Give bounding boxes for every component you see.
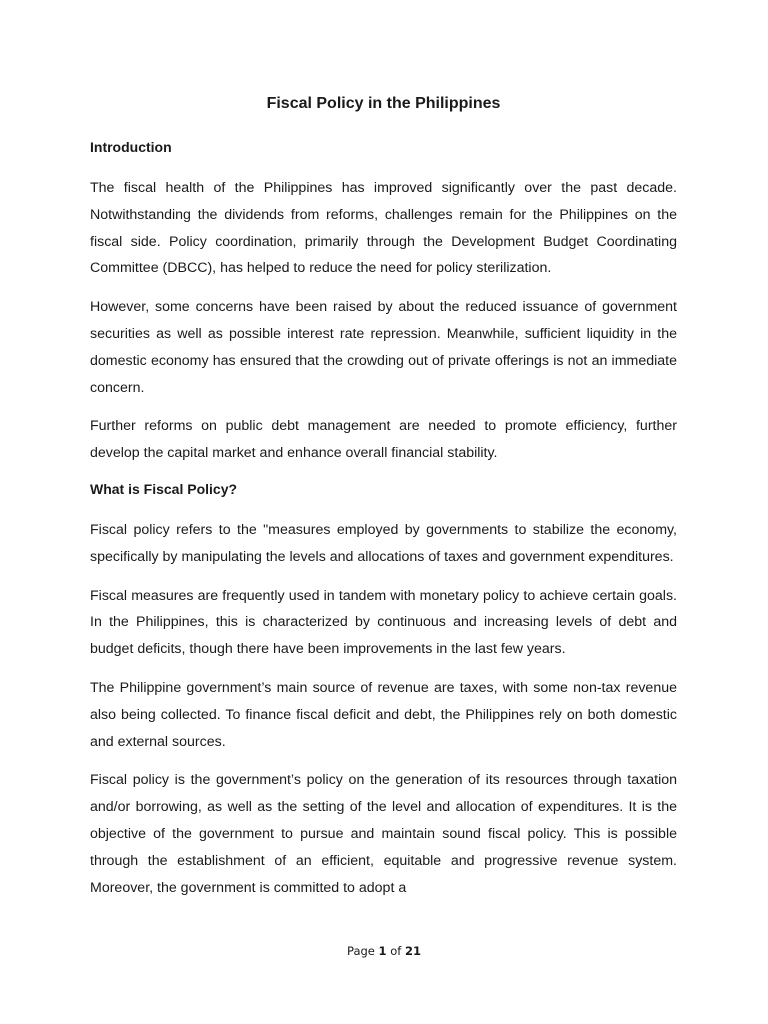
document-body	[90, 93, 677, 901]
section-heading-introduction: Introduction	[90, 139, 172, 155]
paragraph: The fiscal health of the Philippines has improved significantly over the past decade. Notwithstanding the dividends from reforms, challenges remain for the Philippines on the fiscal side. Policy coordination, primarily through the Development Budget Coordinating Committee (DBCC), has helped to reduce the need for policy sterilization.	[90, 180, 677, 277]
paragraph: The Philippine government’s main source of revenue are taxes, with some non-tax revenue also being collected. To finance fiscal deficit and debt, the Philippines rely on both domestic and external sources.	[90, 679, 677, 750]
paragraph: However, some concerns have been raised by about the reduced issuance of government securities as well as possible interest rate repression. Meanwhile, sufficient liquidity in the domestic economy has ensured that the crowding out of private offerings is not an immediate concern.	[90, 299, 677, 396]
document-title: Fiscal Policy in the Philippines	[266, 95, 501, 112]
section-heading-what-is-fiscal-policy: What is Fiscal Policy?	[90, 480, 238, 497]
page-word: Page	[347, 944, 375, 958]
current-page-number: 1	[378, 944, 387, 958]
of-word: of	[390, 944, 402, 958]
paragraph: Further reforms on public debt management are needed to promote efficiency, further develop the capital market and enhance overall financial stability.	[90, 418, 677, 462]
paragraph: Fiscal measures are frequently used in tandem with monetary policy to achieve certain goals. In the Philippines, this is characterized by continuous and increasing levels of debt and budget deficits, though there have been improvements in the last few years.	[90, 587, 677, 658]
paragraph: Fiscal policy refers to the "measures employed by governments to stabilize the economy, specifically by manipulating the levels and allocations of taxes and government expenditures.	[90, 521, 677, 565]
page-footer	[0, 943, 768, 959]
paragraph: Fiscal policy is the government’s policy on the generation of its resources through taxation and/or borrowing, as well as the setting of the level and allocation of expenditures. It is the objective of the government to pursue and maintain sound fiscal policy. This is possible through the establishment of an efficient, equitable and progressive revenue system. Moreover, the government is committed to adopt a	[90, 772, 677, 896]
total-pages-number: 21	[404, 944, 421, 958]
